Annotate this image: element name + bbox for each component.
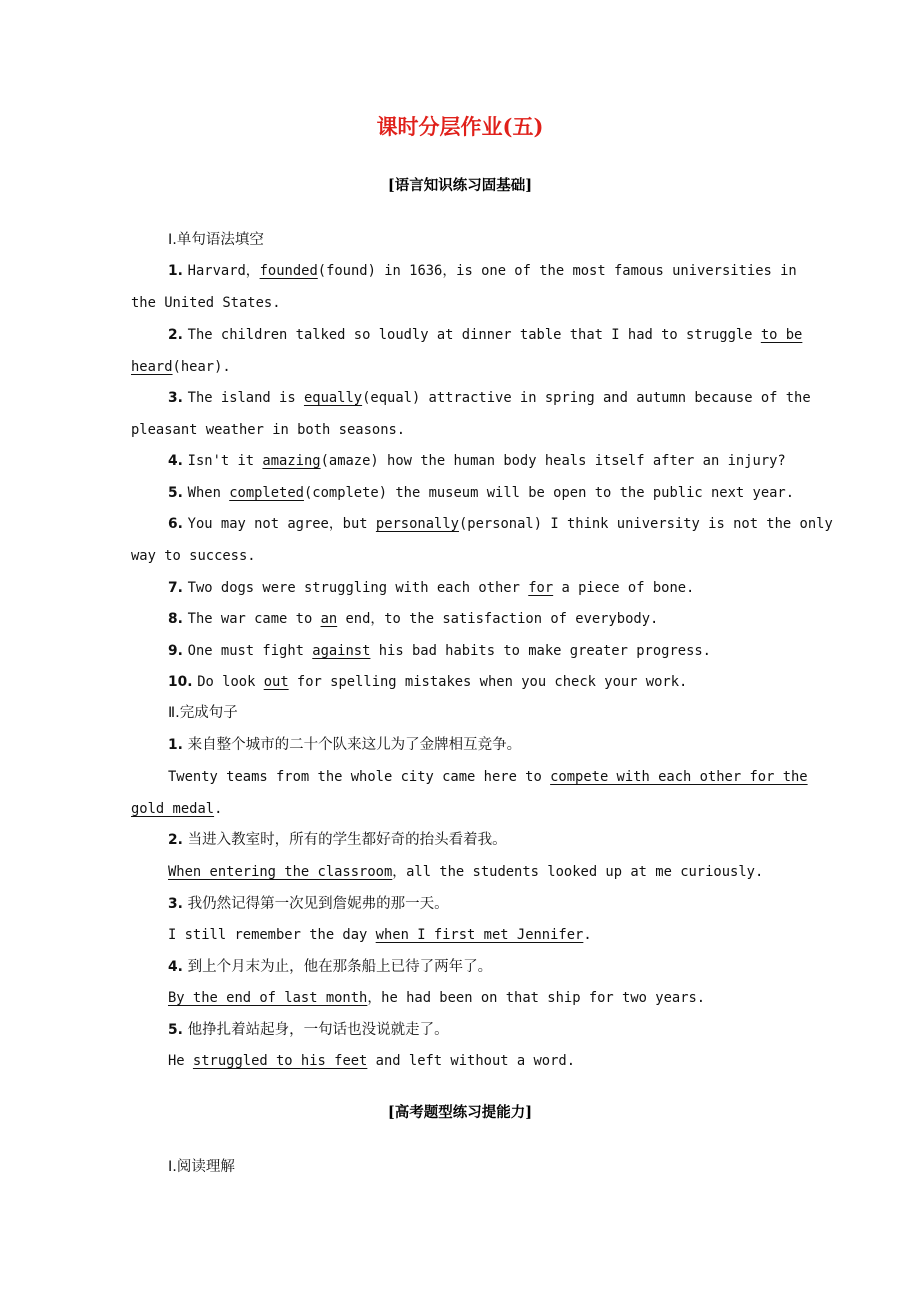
answer-blank: founded bbox=[259, 263, 318, 279]
english-answer-line bbox=[168, 987, 705, 1009]
item-number: 1. bbox=[168, 263, 188, 279]
answer-blank: struggled to his feet bbox=[192, 1053, 368, 1069]
sentence-text: I still remember the day bbox=[168, 927, 376, 943]
answer-blank: amazing bbox=[262, 453, 321, 469]
sentence-text: end，to the satisfaction of everybody. bbox=[337, 611, 659, 627]
sentence-text: Do look bbox=[197, 674, 264, 690]
chinese-prompt bbox=[168, 734, 521, 756]
english-answer-line bbox=[168, 1050, 575, 1072]
sentence-text: ，he had been on that ship for two years. bbox=[367, 990, 706, 1006]
grammar-item-line bbox=[168, 671, 687, 693]
english-answer-line bbox=[131, 798, 222, 820]
chinese-sentence: 来自整个城市的二十个队来这儿为了金牌相互竞争。 bbox=[187, 737, 522, 753]
answer-blank: heard bbox=[131, 359, 173, 375]
sentence-text: ，all the students looked up at me curiously. bbox=[392, 864, 764, 880]
page-title: 课时分层作业(五) bbox=[376, 114, 544, 139]
sentence-text: Isn't it bbox=[187, 453, 263, 469]
sentence-text: The children talked so loudly at dinner table that I had to struggle bbox=[187, 327, 761, 343]
sentence-text: for spelling mistakes when you check your work. bbox=[288, 674, 688, 690]
answer-blank: out bbox=[263, 674, 289, 690]
sentence-text: (amaze) how the human body heals itself after an injury? bbox=[320, 453, 786, 469]
answer-blank: When entering the classroom bbox=[168, 864, 393, 880]
grammar-item-line bbox=[168, 324, 802, 346]
answer-blank: when I first met Jennifer bbox=[375, 927, 584, 943]
section-header-basics: [语言知识练习固基础] bbox=[387, 177, 533, 194]
sentence-text: and left without a word. bbox=[367, 1053, 576, 1069]
grammar-item-line bbox=[131, 292, 281, 314]
sentence-text: (complete) the museum will be open to the public next year. bbox=[303, 485, 795, 501]
sentence-text: Twenty teams from the whole city came here to bbox=[168, 769, 551, 785]
sentence-text: One must fight bbox=[187, 643, 313, 659]
sentence-text: Harvard， bbox=[187, 263, 260, 279]
item-number: 1. bbox=[168, 737, 188, 753]
grammar-item-line bbox=[168, 513, 833, 535]
sentence-text: . bbox=[214, 801, 223, 817]
item-number: 9. bbox=[168, 643, 188, 659]
sentence-text: the United States. bbox=[131, 295, 281, 311]
grammar-item-line bbox=[168, 450, 786, 472]
sentence-text: pleasant weather in both seasons. bbox=[131, 422, 406, 438]
item-number: 8. bbox=[168, 611, 188, 627]
sentence-text: (personal) I think university is not the only bbox=[458, 516, 833, 532]
grammar-item-line bbox=[168, 387, 811, 409]
answer-blank: compete with each other for the bbox=[550, 769, 808, 785]
part1-heading: Ⅰ.单句语法填空 bbox=[168, 232, 264, 248]
sentence-text: He bbox=[168, 1053, 193, 1069]
chinese-prompt bbox=[168, 1019, 449, 1041]
sentence-text: The war came to bbox=[187, 611, 321, 627]
item-number: 5. bbox=[168, 1022, 188, 1038]
chinese-prompt bbox=[168, 829, 507, 851]
chinese-prompt bbox=[168, 956, 492, 978]
answer-blank: against bbox=[312, 643, 371, 659]
answer-blank: an bbox=[320, 611, 338, 627]
answer-blank: gold medal bbox=[131, 801, 215, 817]
sentence-text: (found) in 1636，is one of the most famous universities in bbox=[317, 263, 797, 279]
english-answer-line bbox=[168, 861, 763, 883]
item-number: 4. bbox=[168, 453, 188, 469]
sentence-text: The island is bbox=[187, 390, 304, 406]
section-header-exam: [高考题型练习提能力] bbox=[387, 1104, 533, 1121]
answer-blank: to be bbox=[760, 327, 803, 343]
chinese-prompt bbox=[168, 893, 449, 915]
item-number: 7. bbox=[168, 580, 188, 596]
item-number: 6. bbox=[168, 516, 188, 532]
item-number: 2. bbox=[168, 832, 188, 848]
chinese-sentence: 当进入教室时，所有的学生都好奇的抬头看着我。 bbox=[187, 832, 507, 848]
english-answer-line bbox=[168, 766, 808, 788]
sentence-text: his bad habits to make greater progress. bbox=[370, 643, 711, 659]
chinese-sentence: 他挣扎着站起身，一句话也没说就走了。 bbox=[187, 1022, 449, 1038]
sentence-text: (hear). bbox=[172, 359, 231, 375]
grammar-item-line bbox=[168, 482, 794, 504]
sentence-text: You may not agree，but bbox=[187, 516, 376, 532]
item-number: 3. bbox=[168, 390, 188, 406]
part2-heading: Ⅱ.完成句子 bbox=[168, 705, 238, 721]
answer-blank: for bbox=[528, 580, 554, 596]
chinese-sentence: 我仍然记得第一次见到詹妮弗的那一天。 bbox=[187, 896, 449, 912]
grammar-item-line bbox=[168, 608, 658, 630]
grammar-item-line bbox=[131, 545, 256, 567]
sentence-text: When bbox=[187, 485, 230, 501]
chinese-sentence: 到上个月末为止，他在那条船上已待了两年了。 bbox=[187, 959, 493, 975]
item-number: 10. bbox=[168, 674, 198, 690]
grammar-item-line bbox=[131, 356, 231, 378]
item-number: 2. bbox=[168, 327, 188, 343]
sentence-text: a piece of bone. bbox=[553, 580, 695, 596]
part3-heading: Ⅰ.阅读理解 bbox=[168, 1159, 235, 1175]
answer-blank: personally bbox=[375, 516, 459, 532]
english-answer-line bbox=[168, 924, 592, 946]
grammar-item-line bbox=[168, 260, 797, 282]
sentence-text: . bbox=[583, 927, 592, 943]
sentence-text: way to success. bbox=[131, 548, 256, 564]
item-number: 4. bbox=[168, 959, 188, 975]
answer-blank: completed bbox=[229, 485, 304, 501]
answer-blank: By the end of last month bbox=[168, 990, 368, 1006]
item-number: 5. bbox=[168, 485, 188, 501]
grammar-item-line bbox=[168, 577, 694, 599]
grammar-item-line bbox=[168, 640, 711, 662]
item-number: 3. bbox=[168, 896, 188, 912]
answer-blank: equally bbox=[303, 390, 363, 406]
grammar-item-line bbox=[131, 419, 405, 441]
sentence-text: (equal) attractive in spring and autumn because of the bbox=[362, 390, 811, 406]
sentence-text: Two dogs were struggling with each other bbox=[187, 580, 529, 596]
